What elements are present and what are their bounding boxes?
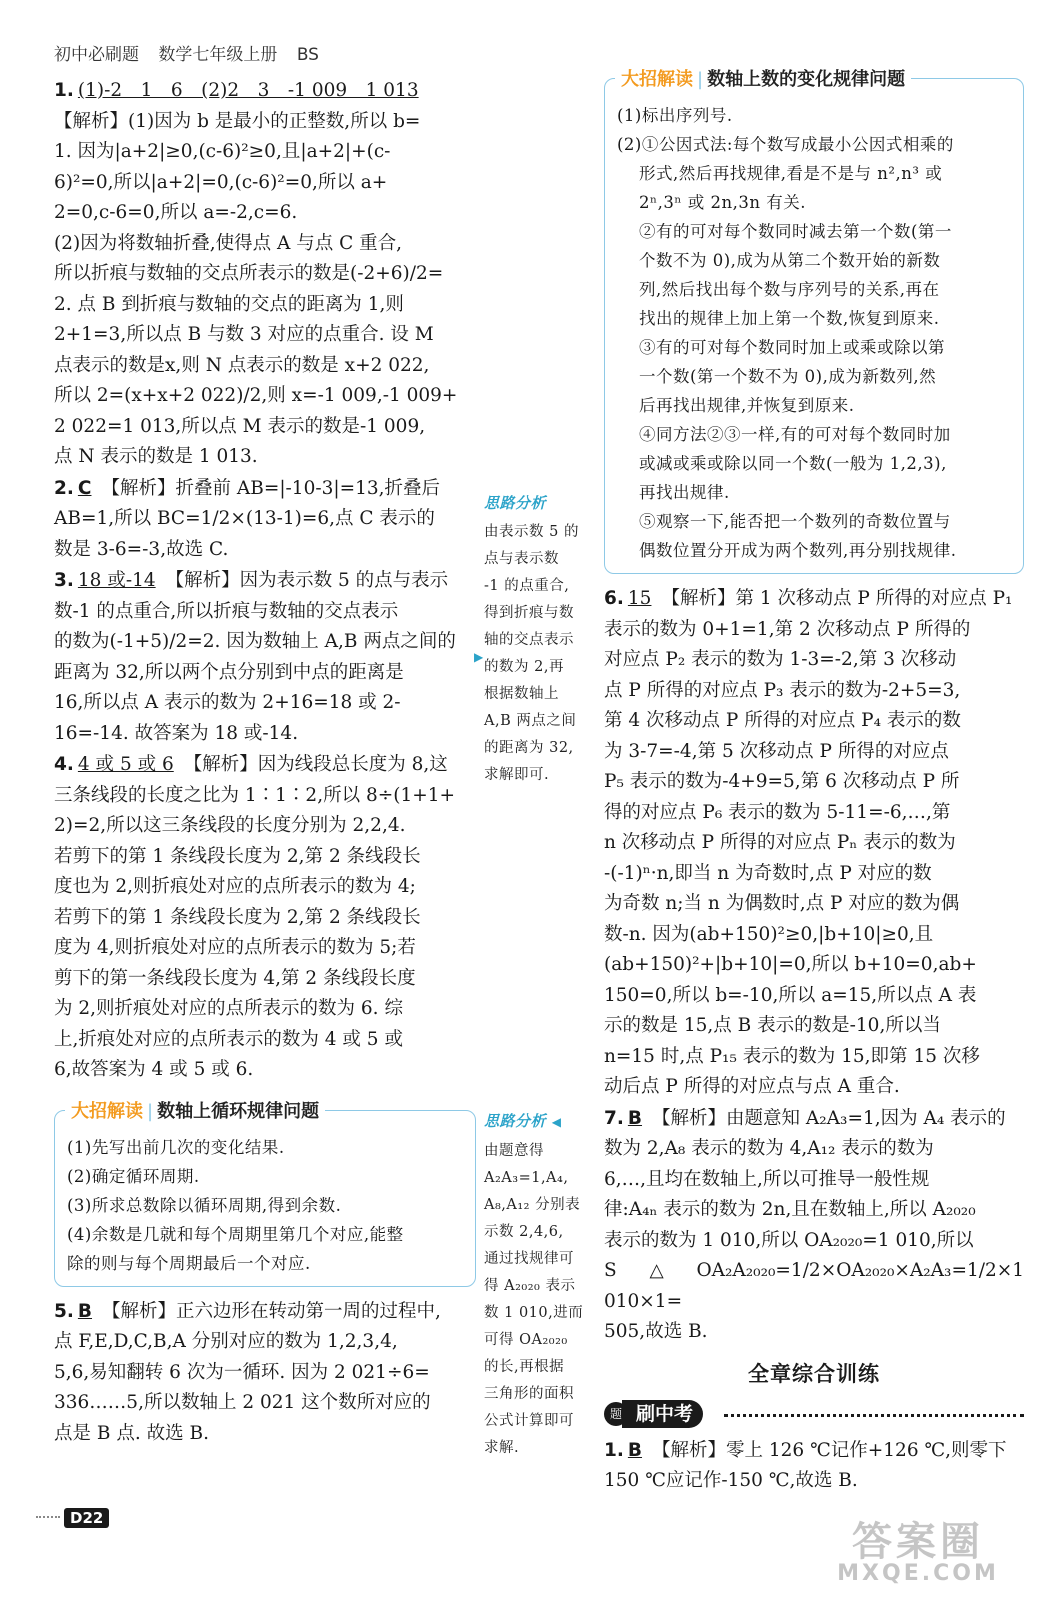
side-note-line: 可得 OA₂₀₂₀ (484, 1332, 568, 1348)
left-column (54, 76, 476, 1450)
side-note-title (484, 1108, 592, 1136)
question-number: 1. (604, 1439, 624, 1461)
solution-line: 上,折痕处对应的点所表示的数为 4 或 5 或 (54, 1028, 403, 1050)
question-answer: 4 或 5 或 6 (77, 754, 174, 775)
solution-line: 动后点 P 所得的对应点与点 A 重合. (604, 1076, 900, 1097)
question-number: 4. (54, 754, 74, 775)
solution-line: 1. 因为|a+2|≥0,(c-6)²≥0,且|a+2|+(c- (54, 141, 391, 162)
solution-line: 点是 B 点. 故选 B. (54, 1422, 209, 1444)
solution-line: n 次移动点 P 所得的对应点 Pₙ 表示的数为 (604, 832, 956, 853)
solution-line: 16=-14. 故答案为 18 或-14. (54, 722, 299, 744)
margin-notes-2 (484, 1108, 592, 1462)
question-number: 1. (54, 80, 74, 101)
question-6 (604, 584, 1024, 1103)
solution-line: 度为 4,则折痕处对应的点所表示的数为 5;若 (54, 937, 416, 958)
section-title: 全章综合训练 (748, 1361, 880, 1386)
question-3 (54, 566, 476, 749)
divider: | (147, 1100, 154, 1122)
question-answer: C (77, 477, 92, 499)
question-exam-1 (604, 1436, 1024, 1497)
solution-line: 得的对应点 P₆ 表示的数为 5-11=-6,…,第 (604, 801, 951, 823)
solution-line: AB=1,所以 BC=1/2×(13-1)=6,点 C 表示的 (54, 508, 435, 529)
solution-line: 点 P 所得的对应点 P₃ 表示的数为-2+5=3, (604, 679, 961, 701)
solution-line: 5,6,易知翻转 6 次为一循环. 因为 2 021÷6= (54, 1361, 430, 1383)
side-note-line: 数 1 010,进而 (484, 1305, 584, 1321)
question-answer: (1)-2 1 6 (2)2 3 -1 009 1 013 (77, 80, 419, 101)
solution-line: 的数为(-1+5)/2=2. 因为数轴上 A,B 两点之间的 (54, 631, 456, 652)
question-4 (54, 750, 476, 1086)
side-note-line: 由表示数 5 的 (484, 524, 579, 540)
solution-line: 为 3-7=-4,第 5 次移动点 P 所得的对应点 (604, 740, 949, 762)
tip-line: ③有的可对每个数同时加上或乘或除以第 (639, 338, 945, 357)
solution-line: 数为 2,A₈ 表示的数为 4,A₁₂ 表示的数为 (604, 1138, 934, 1159)
solution-line: 若剪下的第 1 条线段长度为 2,第 2 条线段长 (54, 845, 421, 867)
side-note-line: 求解. (484, 1440, 520, 1456)
tip-line: 2ⁿ,3ⁿ 或 2n,3n 有关. (639, 193, 806, 212)
side-note-line: 得到折痕与数 (484, 605, 574, 621)
solution-line: 【解析】因为线段总长度为 8,这 (183, 754, 448, 775)
tip-box-title (615, 65, 911, 91)
question-number: 7. (604, 1107, 624, 1129)
book-name: 初中必刷题 (54, 45, 139, 65)
question-2 (54, 474, 476, 566)
tip-line: (3)所求总数除以循环周期,得到余数. (67, 1195, 342, 1215)
solution-line: S△OA₂A₂₀₂₀=1/2×OA₂₀₂₀×A₂A₃=1/2×1 010×1= (604, 1260, 1024, 1312)
question-number: 2. (54, 477, 74, 499)
solution-line: 【解析】因为表示数 5 的点与表示 (165, 570, 449, 591)
tip-label: 大招解读 (621, 69, 693, 90)
solution-line: 150=0,所以 b=-10,所以 a=15,所以点 A 表 (604, 984, 977, 1006)
solution-line: 示的数是 15,点 B 表示的数是-10,所以当 (604, 1015, 941, 1036)
solution-line: 数-1 的点重合,所以折痕与数轴的交点表示 (54, 600, 399, 622)
solution-line: 6,故答案为 4 或 5 或 6. (54, 1059, 254, 1080)
tip-line: 除的则与每个周期最后一个对应. (67, 1253, 311, 1273)
solution-line: (ab+150)²+|b+10|=0,所以 b+10=0,ab+ (604, 954, 977, 975)
solution-line: 点 F,E,D,C,B,A 分别对应的数为 1,2,3,4, (54, 1331, 398, 1352)
solution-line: 2)=2,所以这三条线段的长度分别为 2,2,4. (54, 815, 406, 836)
subject-name: 数学七年级上册 (158, 45, 278, 65)
tip-line: 列,然后找出每个数与序列号的关系,再在 (639, 280, 940, 299)
tip-line: (1)标出序列号. (617, 106, 733, 125)
exam-section-label: 刷中考 (622, 1400, 703, 1428)
right-column (604, 64, 1024, 1498)
side-note-title-text: 思路分析 (484, 1112, 547, 1130)
solution-line: 三条线段的长度之比为 1∶1∶2,所以 8÷(1+1+ (54, 784, 455, 806)
solution-line: 对应点 P₂ 表示的数为 1-3=-2,第 3 次移动 (604, 649, 957, 670)
solution-line: 剪下的第一条线段长度为 4,第 2 条线段长度 (54, 967, 416, 989)
solution-line: 150 ℃应记作-150 ℃,故选 B. (604, 1470, 858, 1491)
watermark-url: MXQE.COM (837, 1561, 999, 1586)
watermark-logo (818, 1510, 1018, 1590)
solution-line: 表示的数为 0+1=1,第 2 次移动点 P 所得的 (604, 618, 971, 640)
question-answer: B (627, 1439, 643, 1461)
running-header (54, 40, 454, 65)
solution-line: 2 022=1 013,所以点 M 表示的数是-1 009, (54, 415, 426, 437)
solution-line: 【解析】正六边形在转动第一周的过程中, (102, 1300, 441, 1322)
question-1 (54, 76, 476, 473)
side-note-line: 得 A₂₀₂₀ 表示 (484, 1278, 576, 1294)
tip-box-cycle (54, 1100, 476, 1287)
solution-line: 16,所以点 A 表示的数为 2+16=18 或 2- (54, 692, 401, 713)
solution-line: 2+1=3,所以点 B 与数 3 对应的点重合. 设 M (54, 324, 434, 345)
tip-line: ④同方法②③一样,有的可对每个数同时加 (639, 425, 951, 444)
side-note-line: -1 的点重合, (484, 578, 570, 594)
solution-line: 【解析】由题意知 A₂A₃=1,因为 A₄ 表示的 (652, 1107, 1006, 1129)
side-note-line: A,B 两点之间 (484, 713, 577, 729)
solution-line: 【解析】(1)因为 b 是最小的正整数,所以 b= (54, 110, 421, 132)
solution-line: 点 N 表示的数是 1 013. (54, 446, 258, 467)
tip-line: 一个数(第一个数不为 0),成为新数列,然 (639, 367, 937, 386)
tip-line: 找出的规律上加上第一个数,恢复到原来. (639, 309, 940, 328)
question-answer: 18 或-14 (77, 570, 156, 591)
tip-box-pattern (604, 69, 1024, 574)
solution-line: 为奇数 n;当 n 为偶数时,点 P 对应的数为偶 (604, 893, 960, 914)
tip-label: 大招解读 (71, 1100, 143, 1122)
solution-line: 第 4 次移动点 P 所得的对应点 P₄ 表示的数 (604, 710, 961, 731)
side-note-line: A₈,A₁₂ 分别表 (484, 1197, 581, 1213)
solution-line: 数-n. 因为(ab+150)²≥0,|b+10|≥0,且 (604, 923, 934, 945)
solution-line: n=15 时,点 P₁₅ 表示的数为 15,即第 15 次移 (604, 1045, 980, 1067)
exam-section-header (604, 1400, 1024, 1430)
question-7 (604, 1104, 1024, 1348)
side-note-line: 由题意得 (484, 1143, 544, 1159)
tip-line: (1)先写出前几次的变化结果. (67, 1137, 285, 1157)
tip-line: 形式,然后再找规律,看是不是与 n²,n³ 或 (639, 164, 943, 183)
edition-label: BS (296, 45, 319, 65)
solution-line: 为 2,则折痕处对应的点所表示的数为 6. 综 (54, 998, 403, 1019)
solution-line: 所以折痕与数轴的交点所表示的数是(-2+6)/2= (54, 263, 444, 284)
tip-line: 或减或乘或除以同一个数(一般为 1,2,3), (639, 454, 947, 473)
solution-line: 6,…,且均在数轴上,所以可推导一般性规 (604, 1168, 930, 1190)
tip-line: 偶数位置分开成为两个数列,再分别找规律. (639, 541, 957, 560)
question-answer: B (77, 1300, 93, 1322)
side-note-line: 公式计算即可 (484, 1413, 574, 1429)
solution-line: 【解析】折叠前 AB=|-10-3|=13,折叠后 (101, 477, 441, 499)
solution-line: 距离为 32,所以两个点分别到中点的距离是 (54, 661, 404, 683)
question-answer: 15 (627, 588, 652, 609)
solution-line: 数是 3-6=-3,故选 C. (54, 538, 229, 560)
side-note-line: 点与表示数 (484, 551, 559, 567)
tip-line: 个数不为 0),成为从第二个数开始的新数 (639, 251, 941, 270)
watermark-text: 答案圈 (852, 1519, 984, 1565)
side-note-line: 根据数轴上 (484, 686, 559, 702)
tip-line: (2)确定循环周期. (67, 1166, 200, 1186)
solution-line: 表示的数为 1 010,所以 OA₂₀₂₀=1 010,所以 (604, 1229, 974, 1251)
side-note-line: 通过找规律可 (484, 1251, 574, 1267)
tip-box-title (65, 1097, 325, 1123)
pointer-arrow-icon: ▶ (474, 650, 484, 664)
dotted-divider (36, 1516, 60, 1518)
brush-badge-icon: 题 (604, 1402, 628, 1426)
side-note-line: 求解即可. (484, 767, 550, 783)
question-number: 6. (604, 588, 624, 609)
side-note-1 (484, 490, 592, 789)
solution-line: 2. 点 B 到折痕与数轴的交点的距离为 1,则 (54, 293, 404, 315)
solution-line: (2)因为将数轴折叠,使得点 A 与点 C 重合, (54, 232, 403, 254)
solution-line: 若剪下的第 1 条线段长度为 2,第 2 条线段长 (54, 906, 421, 928)
solution-line: 336……5,所以数轴上 2 021 这个数所对应的 (54, 1392, 431, 1413)
solution-line: 度也为 2,则折痕处对应的点所表示的数为 4; (54, 876, 416, 897)
side-note-line: 示数 2,4,6, (484, 1224, 564, 1240)
side-note-line: 的长,再根据 (484, 1359, 565, 1375)
solution-line: 2=0,c-6=0,所以 a=-2,c=6. (54, 202, 298, 223)
page-number: D22 (64, 1508, 109, 1528)
divider: | (697, 69, 704, 90)
tip-line: ⑤观察一下,能否把一个数列的奇数位置与 (639, 512, 951, 531)
dotted-divider (724, 1414, 1024, 1417)
tip-title: 数轴上循环规律问题 (157, 1100, 320, 1122)
solution-line: -(-1)ⁿ·n,即当 n 为奇数时,点 P 对应的数 (604, 862, 932, 884)
solution-line: P₅ 表示的数为-4+9=5,第 6 次移动点 P 所 (604, 771, 960, 792)
question-number: 5. (54, 1300, 74, 1322)
question-5 (54, 1297, 476, 1450)
side-note-line: 轴的交点表示 (484, 632, 574, 648)
solution-line: 点表示的数是x,则 N 点表示的数是 x+2 022, (54, 354, 430, 376)
solution-line: 所以 2=(x+x+2 022)/2,则 x=-1 009,-1 009+ (54, 385, 458, 406)
side-note-2 (484, 1108, 592, 1462)
tip-line: 后再找出规律,并恢复到原来. (639, 396, 855, 415)
margin-notes (484, 490, 592, 789)
tip-line: (2)①公因式法:每个数写成最小公因式相乘的 (617, 135, 954, 154)
solution-line: 6)²=0,所以|a+2|=0,(c-6)²=0,所以 a+ (54, 171, 388, 193)
tip-line: ②有的可对每个数同时减去第一个数(第一 (639, 222, 952, 241)
pointer-arrow-icon: ◀ (551, 1115, 562, 1129)
question-number: 3. (54, 570, 74, 591)
tip-line: (4)余数是几就和每个周期里第几个对应,能整 (67, 1224, 404, 1244)
tip-line: 再找出规律. (639, 483, 730, 502)
side-note-line: 的距离为 32, (484, 740, 574, 756)
side-note-line: A₂A₃=1,A₄, (484, 1170, 569, 1186)
solution-line: 律:A₄ₙ 表示的数为 2n,且在数轴上,所以 A₂₀₂₀ (604, 1199, 976, 1220)
solution-line: 【解析】第 1 次移动点 P 所得的对应点 P₁ (661, 588, 1013, 609)
side-note-line: 的数为 2,再 (484, 659, 564, 675)
side-note-title: 思路分析 (484, 494, 547, 512)
side-note-line: 三角形的面积 (484, 1386, 574, 1402)
solution-line: 【解析】零上 126 ℃记作+126 ℃,则零下 (652, 1439, 1007, 1461)
solution-line: 505,故选 B. (604, 1321, 708, 1342)
tip-title: 数轴上数的变化规律问题 (707, 69, 906, 90)
question-answer: B (627, 1107, 643, 1129)
